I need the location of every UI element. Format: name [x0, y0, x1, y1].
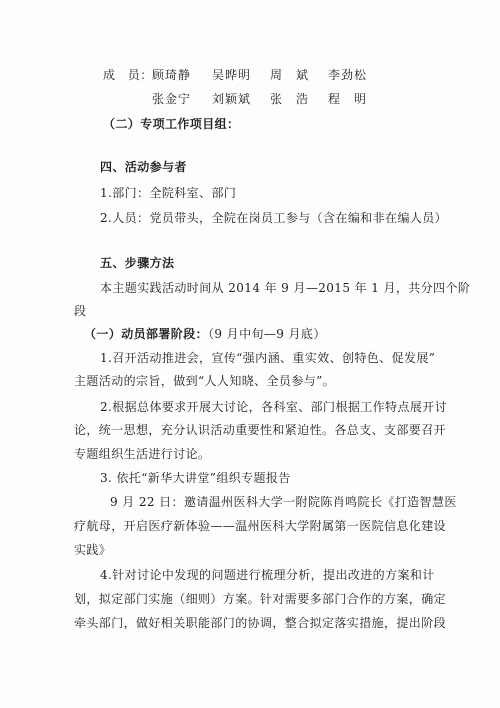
member-name: 张金宁 [152, 92, 192, 106]
paragraph-line: 3. 依托“新华大讲堂”组织专题报告 [100, 471, 291, 485]
member-name: 刘颖斌 [212, 92, 252, 106]
member-name: 周 斌 [270, 68, 310, 82]
event-text: 邀请温州医科大学一附院陈肖鸣院长《打造智慧医 [183, 495, 457, 509]
member-name: 程 明 [328, 92, 368, 106]
paragraph-line: 本主题实践活动时间从 2014 年 9 月—2015 年 1 月，共分四个阶 [100, 281, 471, 295]
paragraph-line: 1.部门：全院科室、部门 [100, 186, 237, 200]
section-heading: 四、活动参与者 [100, 160, 187, 174]
phase-heading [84, 326, 326, 342]
member-name: 张 浩 [270, 92, 310, 106]
member-name: 顾琦静 [152, 68, 192, 82]
paragraph-line: 段 [74, 304, 87, 318]
section-heading: 五、步骤方法 [100, 256, 175, 270]
phase-label: （一）动员部署阶段： [84, 327, 209, 341]
paragraph-line: 4.针对讨论中发现的问题进行梳理分析，提出改进的方案和计 [100, 568, 435, 582]
paragraph-line: 专题组织生活进行讨论。 [74, 447, 211, 461]
paragraph-line: 牵头部门，做好相关职能部门的协调，整合拟定落实措施，提出阶段 [74, 616, 447, 630]
paragraph-line: 划，拟定部门实施（细则）方案。针对需要多部门合作的方案，确定 [74, 592, 447, 606]
event-date: 9 月 22 日： [110, 495, 184, 509]
members-label: 成 员： [103, 68, 153, 82]
paragraph-line: 实践》 [74, 543, 112, 557]
paragraph-line: 2.根据总体要求开展大讨论，各科室、部门根据工作特点展开讨 [100, 400, 448, 414]
paragraph-line: 2.人员：党员带头，全院在岗员工参与（含在编和非在编人员） [100, 211, 448, 225]
paragraph-line: 1.召开活动推进会，宣传“强内涵、重实效、创特色、促发展” [100, 351, 436, 365]
sub-group-heading: （二）专项工作项目组： [103, 117, 240, 131]
paragraph-line: 论，统一思想，充分认识活动重要性和紧迫性。各总支、支部要召开 [74, 423, 447, 437]
paragraph-line: 主题活动的宗旨，做到“人人知晓、全员参与”。 [74, 374, 336, 388]
member-name: 吴晔明 [212, 68, 252, 82]
member-name: 李劲松 [328, 68, 368, 82]
paragraph-line [110, 494, 457, 510]
paragraph-line: 疗航母，开启医疗新体验——温州医科大学附属第一医院信息化建设 [74, 519, 447, 533]
phase-time: （9 月中旬—9 月底） [208, 327, 326, 341]
